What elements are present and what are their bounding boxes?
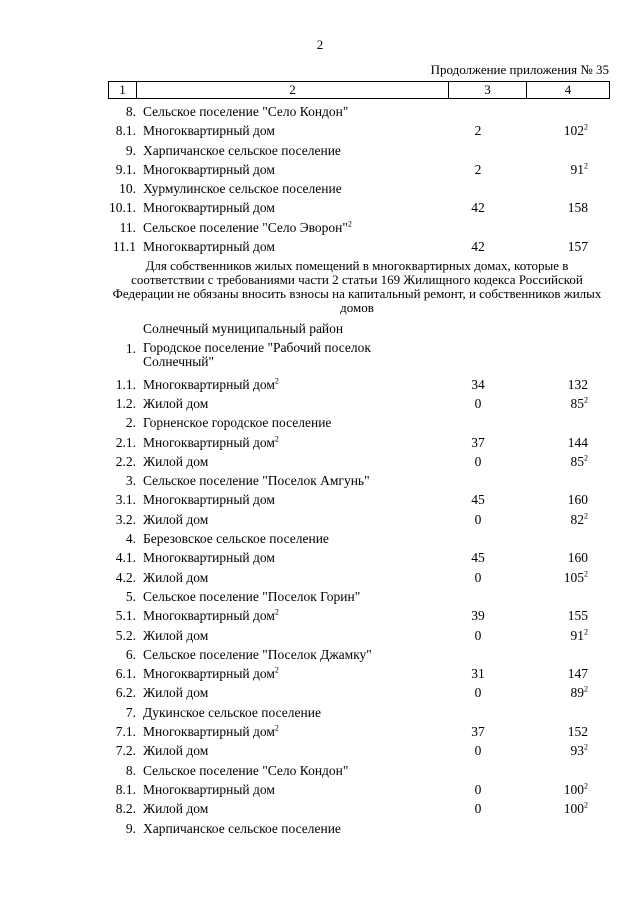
row-name-text: Сельское поселение "Село Эворон" [143,219,348,235]
row-col-4-text: 155 [567,608,588,624]
table-row [0,179,640,198]
row-col-3 [448,375,508,394]
table-row [0,319,640,338]
row-name-text: Многоквартирный дом [143,200,275,216]
row-number [100,761,136,780]
row-col-4 [528,375,588,394]
row-col-3-text: 0 [474,627,482,643]
row-col-3 [448,452,508,471]
row-col-3 [448,490,508,509]
row-col-3-text: 2 [474,161,482,177]
row-name-text: Многоквартирный дом [143,492,275,508]
row-number-text: 2.1. [115,434,136,450]
table-row [0,568,640,587]
row-number [100,548,136,567]
table-row [0,394,640,413]
row-col-4-text: 93 [570,743,584,759]
row-name [143,452,443,471]
row-name-text: Жилой дом [143,685,209,701]
row-col-3 [448,237,508,256]
row-col-3-text: 37 [471,434,485,450]
row-col-4-text: 158 [567,200,588,216]
row-number-text: 6.1. [115,666,136,682]
row-name [143,799,443,818]
row-col-3-text: 31 [471,666,485,682]
row-name-text: Многоквартирный дом [143,550,275,566]
row-col-3 [448,664,508,683]
footnote-mark: 2 [584,684,588,694]
row-number-text: 1.2. [115,395,136,411]
row-col-4 [528,799,588,818]
row-col-3-text: 37 [471,724,485,740]
row-number [100,587,136,606]
row-number [100,722,136,741]
row-number [100,510,136,529]
footnote-mark: 2 [584,781,588,791]
table-row [0,587,640,606]
row-number [100,490,136,509]
row-col-3 [448,626,508,645]
row-name-text: Многоквартирный дом [143,239,275,255]
row-col-4 [528,741,588,760]
row-col-4 [528,198,588,217]
row-name-text: Многоквартирный дом [143,123,275,139]
row-number-text: 7. [125,704,136,720]
row-name [143,683,443,702]
row-col-3 [448,510,508,529]
row-col-4-text: 100 [563,801,584,817]
row-number [100,471,136,490]
row-name [143,703,443,722]
footnote-mark: 2 [584,453,588,463]
table-row [0,413,640,432]
row-col-4-text: 144 [567,434,588,450]
row-number [100,141,136,160]
row-number [100,237,136,256]
row-col-3-text: 42 [471,200,485,216]
row-col-4-text: 91 [570,161,584,177]
row-col-3-text: 0 [474,569,482,585]
row-col-3 [448,433,508,452]
row-number-text: 7.1. [115,724,136,740]
footnote-mark: 2 [347,219,352,229]
row-col-3-text: 34 [471,376,485,392]
row-col-4 [528,121,588,140]
row-col-4 [528,510,588,529]
row-number [100,394,136,413]
row-name [143,510,443,529]
rows-section-2 [0,319,640,837]
row-number-text: 3.1. [115,492,136,508]
row-name [143,319,443,338]
row-number-text: 1. [125,340,136,356]
table-row [0,121,640,140]
row-name [143,394,443,413]
row-col-4 [528,394,588,413]
row-name [143,179,443,198]
row-name-text: Жилой дом [143,395,209,411]
row-col-3 [448,394,508,413]
row-name-text: Сельское поселение "Село Кондон" [143,104,349,119]
row-name-text: Сельское поселение "Поселок Джамку" [143,646,372,662]
row-name-text: Многоквартирный дом [143,376,275,392]
row-number [100,626,136,645]
row-number [100,703,136,722]
header-col-2: 2 [137,82,449,99]
table-row [0,780,640,799]
table-row [0,471,640,490]
row-name-text: Жилой дом [143,569,209,585]
footnote-mark: 2 [584,395,588,405]
row-number [100,529,136,548]
row-col-3-text: 0 [474,685,482,701]
row-col-3-text: 0 [474,801,482,817]
row-col-4-text: 82 [570,511,584,527]
row-name-text: Многоквартирный дом [143,666,275,682]
row-col-4-text: 102 [563,123,584,139]
row-col-4-text: 85 [570,395,584,411]
row-name-text: Сельское поселение "Село Кондон" [143,762,349,778]
row-number [100,819,136,838]
rows-section-1 [0,102,640,256]
row-col-3 [448,198,508,217]
row-name [143,529,443,548]
row-name-text: Харпичанское сельское поселение [143,142,341,158]
row-col-3-text: 45 [471,550,485,566]
row-number [100,452,136,471]
row-name-text: Горненское городское поселение [143,415,332,431]
row-col-3-text: 39 [471,608,485,624]
row-col-3-text: 0 [474,781,482,797]
row-col-3 [448,160,508,179]
row-number-text: 2. [125,415,136,431]
row-col-4-text: 160 [567,492,588,508]
row-number [100,102,136,121]
row-col-4-text: 85 [570,453,584,469]
appendix-subtitle: Продолжение приложения № 35 [430,62,609,77]
row-number-text: 8.2. [115,801,136,817]
row-name-text: Жилой дом [143,511,209,527]
row-number-text: 5.1. [115,608,136,624]
row-number-text: 8.1. [115,781,136,797]
row-number [100,645,136,664]
table-row [0,529,640,548]
row-name [143,664,443,683]
row-col-4-text: 100 [563,781,584,797]
row-col-3 [448,606,508,625]
row-number [100,121,136,140]
row-col-4 [528,683,588,702]
row-name [143,341,443,369]
footnote-mark: 2 [274,723,279,733]
table-row [0,683,640,702]
row-number [100,413,136,432]
table-row [0,433,640,452]
table-row [0,510,640,529]
row-name-text: Хурмулинское сельское поселение [143,181,342,197]
row-number [100,198,136,217]
footnote-mark: 2 [584,800,588,810]
row-number [100,375,136,394]
row-name [143,471,443,490]
row-number [100,179,136,198]
row-col-4 [528,548,588,567]
row-name [143,237,443,256]
row-col-4 [528,780,588,799]
row-col-3 [448,780,508,799]
row-name-text: Многоквартирный дом [143,608,275,624]
row-col-3-text: 0 [474,743,482,759]
row-name [143,218,443,237]
footnote-mark: 2 [274,434,279,444]
header-col-1: 1 [109,82,137,99]
row-name [143,375,443,394]
row-col-3 [448,548,508,567]
row-number-text: 9. [125,142,136,158]
row-name [143,761,443,780]
row-col-4-text: 152 [567,724,588,740]
row-number-text: 9.1. [115,161,136,177]
row-number-text: 10.1. [109,200,136,216]
row-col-4-text: 160 [567,550,588,566]
table-row [0,761,640,780]
row-col-4 [528,722,588,741]
row-name [143,645,443,664]
row-col-3-text: 42 [471,239,485,255]
row-number [100,568,136,587]
row-col-3 [448,121,508,140]
row-name [143,780,443,799]
row-number [100,160,136,179]
footnote-mark: 2 [274,665,279,675]
row-name [143,102,443,121]
row-number-text: 10. [119,181,136,197]
row-col-4-text: 105 [563,569,584,585]
row-number-text: 4. [125,531,136,547]
table-body [0,102,640,838]
row-name-text: Жилой дом [143,453,209,469]
table-row [0,819,640,838]
row-name-text: Жилой дом [143,801,209,817]
row-col-4-text: 157 [567,239,588,255]
row-number [100,799,136,818]
row-number-text: 2.2. [115,453,136,469]
row-number [100,664,136,683]
table-row [0,102,640,121]
table-row [0,490,640,509]
row-col-4-text: 91 [570,627,584,643]
row-name-text: Городское поселение "Рабочий поселок Солнечный" [143,339,371,369]
table-row [0,375,640,394]
footnote-mark: 2 [274,376,279,386]
row-number-text: 5.2. [115,627,136,643]
row-number-text: 4.2. [115,569,136,585]
row-number [100,606,136,625]
footnote-mark: 2 [274,607,279,617]
row-number-text: 8. [125,762,136,778]
row-col-3 [448,568,508,587]
row-col-3-text: 0 [474,511,482,527]
row-name [143,160,443,179]
row-name [143,587,443,606]
row-number [100,218,136,237]
row-name [143,741,443,760]
row-name-text: Сельское поселение "Поселок Горин" [143,588,361,604]
row-number [100,780,136,799]
table-row [0,664,640,683]
row-name [143,141,443,160]
footnote-mark: 2 [584,122,588,132]
row-name-text: Жилой дом [143,743,209,759]
table-row [0,741,640,760]
row-number [100,683,136,702]
row-col-4 [528,490,588,509]
row-col-3-text: 45 [471,492,485,508]
row-number [100,741,136,760]
row-col-4 [528,237,588,256]
table-row [0,645,640,664]
row-number-text: 4.1. [115,550,136,566]
row-name [143,198,443,217]
row-col-4 [528,626,588,645]
row-name-text: Дукинское сельское поселение [143,704,321,720]
row-col-4 [528,160,588,179]
row-number-text: 11.1 [112,239,136,255]
footnote-mark: 2 [584,742,588,752]
row-col-4 [528,568,588,587]
header-col-4: 4 [527,82,610,99]
row-number-text: 7.2. [115,743,136,759]
row-number [100,433,136,452]
row-name [143,490,443,509]
table-header [108,81,610,99]
row-name [143,121,443,140]
row-name-text: Многоквартирный дом [143,781,275,797]
row-number-text: 11. [119,219,136,235]
row-col-4-text: 132 [567,376,588,392]
row-name-text: Харпичанское сельское поселение [143,820,341,836]
row-number-text: 3.2. [115,511,136,527]
row-col-3 [448,722,508,741]
row-name [143,413,443,432]
table-row [0,626,640,645]
row-number-text: 5. [125,588,136,604]
row-name [143,606,443,625]
page-number: 2 [316,37,324,52]
row-col-4 [528,606,588,625]
footnote-mark: 2 [584,161,588,171]
row-name [143,722,443,741]
row-name-text: Многоквартирный дом [143,724,275,740]
row-number-text: 9. [125,820,136,836]
footnote-mark: 2 [584,627,588,637]
row-name-text: Многоквартирный дом [143,434,275,450]
row-name [143,819,443,838]
table-row [0,141,640,160]
row-name [143,433,443,452]
row-col-4 [528,452,588,471]
row-number-text: 6. [125,646,136,662]
table-row [0,198,640,217]
row-col-3 [448,683,508,702]
table-row [0,452,640,471]
row-number-text: 6.2. [115,685,136,701]
row-col-3-text: 0 [474,395,482,411]
row-number-text: 8. [125,104,136,119]
row-name-text: Солнечный муниципальный район [143,321,344,337]
footnote-mark: 2 [584,511,588,521]
row-name-text: Сельское поселение "Поселок Амгунь" [143,473,370,489]
header-col-3: 3 [449,82,527,99]
row-name [143,626,443,645]
row-number-text: 8.1. [115,123,136,139]
row-name-text: Березовское сельское поселение [143,531,329,547]
row-name-text: Жилой дом [143,627,209,643]
row-col-3 [448,741,508,760]
table-row [0,160,640,179]
table-row [0,606,640,625]
table-row [0,722,640,741]
row-name [143,548,443,567]
row-name-text: Многоквартирный дом [143,161,275,177]
row-name [143,568,443,587]
section-heading: Для собственников жилых помещений в многоквартирных домах, которые в соответствии с требованиями части 2 статьи 169 Жилищного кодекса Российской Федерации не обязаны вносить взносы на капитальный ремонт, и собственников жилых домов [112,258,602,316]
row-col-4-text: 89 [570,685,584,701]
table-row [0,339,640,375]
row-col-4 [528,433,588,452]
table-row [0,799,640,818]
row-number-text: 3. [125,473,136,489]
table-row [0,218,640,237]
row-number [100,339,136,358]
table-row [0,703,640,722]
row-col-3-text: 2 [474,123,482,139]
table-row [0,237,640,256]
row-col-3 [448,799,508,818]
footnote-mark: 2 [584,569,588,579]
row-number-text: 1.1. [115,376,136,392]
row-col-4 [528,664,588,683]
table-row [0,548,640,567]
row-col-3-text: 0 [474,453,482,469]
row-col-4-text: 147 [567,666,588,682]
